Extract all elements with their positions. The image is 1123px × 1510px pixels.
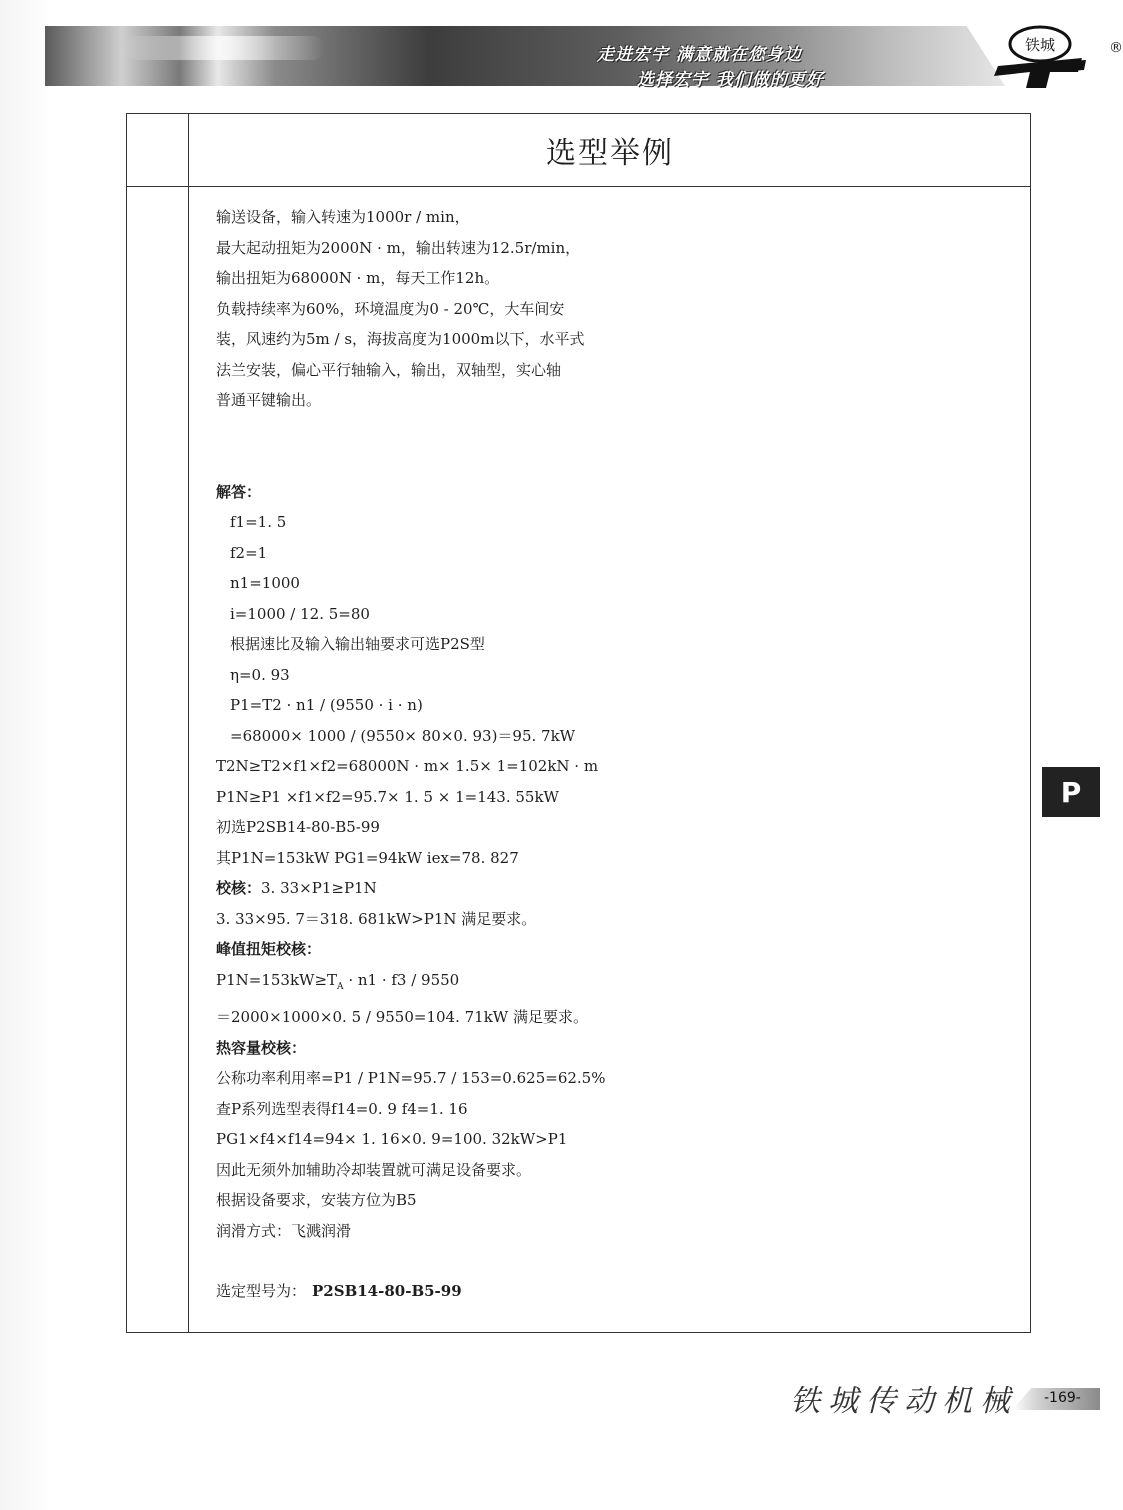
problem-line: 最大起动扭矩为2000N · m，输出转速为12.5r/min， [216, 238, 581, 257]
peak-formula-part: P1N=153kW≥T [216, 970, 338, 989]
peak-torque-label: 峰值扭矩校核： [216, 940, 322, 958]
page-title: 选型举例 [546, 135, 674, 171]
check-label: 校核： [216, 879, 262, 897]
problem-line: 法兰安装，偏心平行轴输入，输出，双轴型，实心轴 [216, 360, 562, 379]
thermal-line: 润滑方式：飞溅润滑 [216, 1221, 352, 1240]
slogan-line-1: 走进宏宇 满意就在您身边 [597, 45, 802, 65]
calc-line: n1=1000 [230, 574, 300, 592]
banner-highlight [125, 36, 325, 60]
thermal-check-label: 热容量校核： [216, 1038, 307, 1057]
spacer [216, 1246, 916, 1276]
answer-label: 解答： [216, 482, 262, 501]
example-body [216, 202, 916, 1307]
calc-line: 根据速比及输入输出轴要求可选P2S型 [230, 635, 485, 653]
thermal-check-lines [216, 1063, 916, 1246]
selected-model-line [216, 1276, 916, 1307]
thermal-line: 公称功率利用率=P1 / P1N=95.7 / 153=0.625=62.5% [216, 1069, 606, 1087]
header-banner [45, 22, 1123, 90]
frame-left-column-divider [188, 113, 189, 1333]
calc-line: =68000× 1000 / (9550× 80×0. 93)＝95. 7kW [230, 726, 576, 745]
calc-line: η=0. 93 [230, 665, 290, 684]
problem-line: 负载持续率为60%，环境温度为0 - 20℃，大车间安 [216, 299, 565, 318]
spacer [216, 416, 916, 477]
check-formula: 3. 33×P1≥P1N [261, 879, 377, 897]
problem-statement [216, 202, 916, 416]
peak-formula-part: · n1 · f3 / 9550 [343, 970, 460, 989]
calc-line: 初选P2SB14-80-B5-99 [216, 818, 380, 836]
company-logo [990, 22, 1090, 90]
thermal-line: 根据设备要求，安装方位为B5 [216, 1191, 417, 1209]
logo-text: 铁城 [1024, 36, 1056, 54]
calc-line: f1=1. 5 [230, 513, 287, 531]
frame-title-divider [126, 186, 1031, 187]
peak-formula-subscript: A [337, 981, 344, 992]
problem-line: 装，风速约为5m / s，海拔高度为1000m以下，水平式 [216, 330, 585, 348]
calc-line: i=1000 / 12. 5=80 [230, 604, 370, 623]
calc-line: T2N≥T2×f1×f2=68000N · m× 1.5× 1=102kN · m [216, 757, 599, 775]
thermal-line: PG1×f4×f14=94× 1. 16×0. 9=100. 32kW>P1 [216, 1130, 568, 1148]
section-tab: P [1042, 767, 1100, 817]
peak-torque-result: ＝2000×1000×0. 5 / 9550=104. 71kW 满足要求。 [216, 1008, 588, 1026]
problem-line: 输出扭矩为68000N · m，每天工作12h。 [216, 269, 500, 287]
calc-line: f2=1 [230, 543, 268, 562]
selected-model-label: 选定型号为： [216, 1282, 307, 1300]
problem-line: 普通平键输出。 [216, 391, 322, 409]
thermal-line: 查P系列选型表得f14=0. 9 f4=1. 16 [216, 1099, 468, 1118]
calc-line: P1N≥P1 ×f1×f2=95.7× 1. 5 × 1=143. 55kW [216, 787, 559, 806]
thermal-line: 因此无须外加辅助冷却装置就可满足设备要求。 [216, 1160, 532, 1179]
check-power-line [216, 873, 916, 904]
scan-page-edge [0, 0, 50, 1510]
page-number: -169- [1044, 1390, 1081, 1406]
footer-brand: 铁城传动机械 [790, 1384, 1018, 1419]
check-result: 3. 33×95. 7＝318. 681kW>P1N 满足要求。 [216, 909, 537, 928]
peak-torque-formula [216, 965, 916, 1003]
selected-model-value: P2SB14-80-B5-99 [312, 1282, 462, 1300]
calculation-steps [216, 507, 916, 873]
slogan-line-2: 选择宏宇 我们做的更好 [637, 70, 824, 90]
registered-mark: ® [1109, 40, 1123, 56]
problem-line: 输送设备，输入转速为1000r / min， [216, 208, 470, 226]
calc-line: P1=T2 · n1 / (9550 · i · n) [230, 696, 423, 714]
calc-line: 其P1N=153kW PG1=94kW iex=78. 827 [216, 848, 519, 867]
